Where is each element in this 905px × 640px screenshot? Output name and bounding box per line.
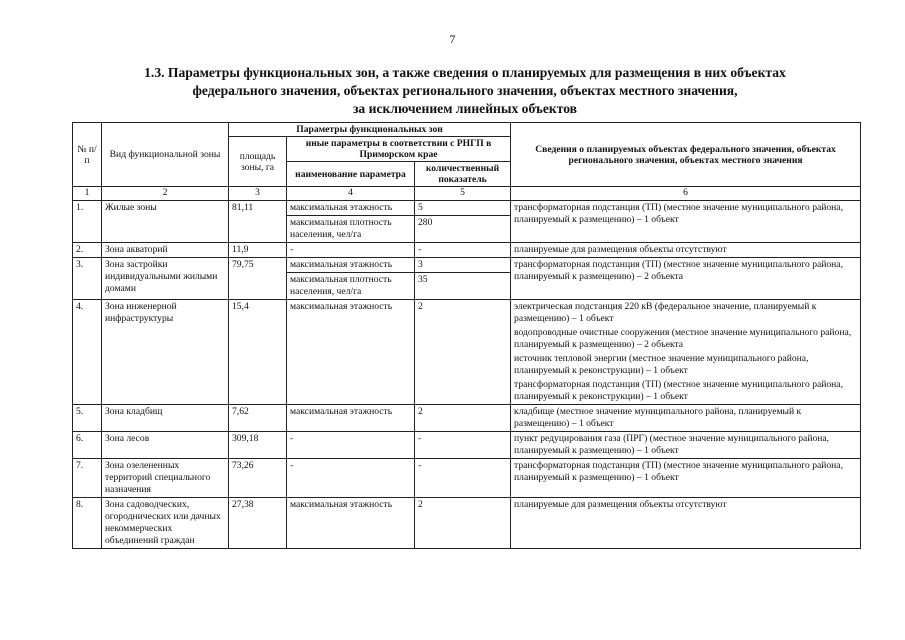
header-objects-info: Сведения о планируемых объектах федерального значения, объектах регионального значения, объектах местного значения	[511, 123, 861, 187]
row-zone: Зона озелененных территорий специального назначения	[102, 459, 229, 498]
row-zone: Зона садоводческих, огороднических или дачных некоммерческих объединений граждан	[102, 498, 229, 549]
column-number: 2	[102, 187, 229, 201]
row-zone: Жилые зоны	[102, 201, 229, 243]
row-objects	[511, 459, 861, 498]
row-num: 2.	[73, 243, 102, 258]
column-number: 1	[73, 187, 102, 201]
table-row	[73, 258, 861, 273]
row-param-name: максимальная этажность	[287, 201, 415, 216]
functional-zones-table	[72, 122, 861, 549]
row-param-value: 35	[415, 273, 511, 300]
row-param-value: 5	[415, 201, 511, 216]
header-zone-type: Вид функциональной зоны	[102, 123, 229, 187]
row-param-name: максимальная этажность	[287, 258, 415, 273]
row-param-value: -	[415, 459, 511, 498]
object-entry: трансформаторная подстанция (ТП) (местное значение муниципального района, планируемый к реконструкции) – 1 объект	[514, 379, 843, 402]
row-param-name: максимальная этажность	[287, 498, 415, 549]
object-entry: трансформаторная подстанция (ТП) (местное значение муниципального района, планируемый к размещению) – 1 объект	[514, 202, 843, 225]
row-zone: Зона кладбищ	[102, 405, 229, 432]
row-zone: Зона инженерной инфраструктуры	[102, 300, 229, 405]
title-line-3: за исключением линейных объектов	[352, 101, 578, 116]
title-line-2: федерального значения, объектах регионального значения, объектах местного значения,	[192, 83, 738, 98]
row-area: 7,62	[229, 405, 287, 432]
row-param-name: -	[287, 243, 415, 258]
header-param-value: количественный показатель	[415, 162, 511, 187]
row-param-name: максимальная плотность населения, чел/га	[287, 216, 415, 243]
table-row	[73, 459, 861, 498]
title-line-1: 1.3. Параметры функциональных зон, а также сведения о планируемых для размещения в них объектах	[144, 65, 786, 80]
row-param-value: -	[415, 243, 511, 258]
row-param-name: максимальная этажность	[287, 405, 415, 432]
object-entry: водопроводные очистные сооружения (местное значение муниципального района, планируемый к размещению) – 2 объекта	[514, 327, 852, 350]
row-area: 11,9	[229, 243, 287, 258]
table-row	[73, 300, 861, 405]
row-area: 73,26	[229, 459, 287, 498]
header-other-params: иные параметры в соответствии с РНГП в Приморском крае	[287, 137, 511, 162]
header-num: № п/п	[73, 123, 102, 187]
row-zone: Зона акваторий	[102, 243, 229, 258]
header-param-name: наименование параметра	[287, 162, 415, 187]
row-num: 3.	[73, 258, 102, 300]
row-objects	[511, 300, 861, 405]
object-entry: кладбище (местное значение муниципального района, планируемый к размещению) – 1 объект	[514, 406, 802, 429]
object-entry: трансформаторная подстанция (ТП) (местное значение муниципального района, планируемый к размещению) – 1 объект	[514, 460, 843, 483]
row-param-name: -	[287, 459, 415, 498]
row-num: 5.	[73, 405, 102, 432]
row-objects	[511, 405, 861, 432]
row-objects	[511, 258, 861, 300]
row-num: 7.	[73, 459, 102, 498]
header-area: площадь зоны, га	[229, 137, 287, 187]
table-row	[73, 432, 861, 459]
table-row	[73, 201, 861, 216]
row-param-value: -	[415, 432, 511, 459]
row-objects	[511, 243, 861, 258]
row-param-value: 2	[415, 405, 511, 432]
column-number: 5	[415, 187, 511, 201]
row-area: 15,4	[229, 300, 287, 405]
column-number: 3	[229, 187, 287, 201]
row-area: 79,75	[229, 258, 287, 300]
column-number-row	[73, 187, 861, 201]
object-entry: пункт редуцирования газа (ПРГ) (местное значение муниципального района, планируемый к размещению) – 1 объект	[514, 433, 830, 456]
section-title	[70, 64, 860, 118]
object-entry: источник тепловой энергии (местное значение муниципального района, планируемый к реконструкции) – 1 объект	[514, 353, 809, 376]
row-param-name: максимальная этажность	[287, 300, 415, 405]
row-num: 8.	[73, 498, 102, 549]
row-objects	[511, 498, 861, 549]
row-num: 4.	[73, 300, 102, 405]
row-area: 27,38	[229, 498, 287, 549]
row-zone: Зона лесов	[102, 432, 229, 459]
row-objects	[511, 201, 861, 243]
table-row	[73, 405, 861, 432]
row-param-value: 3	[415, 258, 511, 273]
object-entry: планируемые для размещения объекты отсутствуют	[514, 244, 727, 255]
table-row	[73, 498, 861, 549]
row-param-value: 280	[415, 216, 511, 243]
row-param-name: максимальная плотность населения, чел/га	[287, 273, 415, 300]
header-params-group: Параметры функциональных зон	[229, 123, 511, 137]
row-zone: Зона застройки индивидуальными жилыми домами	[102, 258, 229, 300]
column-number: 6	[511, 187, 861, 201]
row-num: 1.	[73, 201, 102, 243]
object-entry: трансформаторная подстанция (ТП) (местное значение муниципального района, планируемый к размещению) – 2 объекта	[514, 259, 843, 282]
table-row	[73, 243, 861, 258]
row-param-value: 2	[415, 498, 511, 549]
row-num: 6.	[73, 432, 102, 459]
column-number: 4	[287, 187, 415, 201]
row-param-name: -	[287, 432, 415, 459]
object-entry: электрическая подстанция 220 кВ (федеральное значение, планируемый к размещению) – 1 объект	[514, 301, 817, 324]
row-objects	[511, 432, 861, 459]
object-entry: планируемые для размещения объекты отсутствуют	[514, 499, 727, 510]
row-area: 81,11	[229, 201, 287, 243]
row-area: 309,18	[229, 432, 287, 459]
row-param-value: 2	[415, 300, 511, 405]
page-number: 7	[449, 32, 456, 46]
